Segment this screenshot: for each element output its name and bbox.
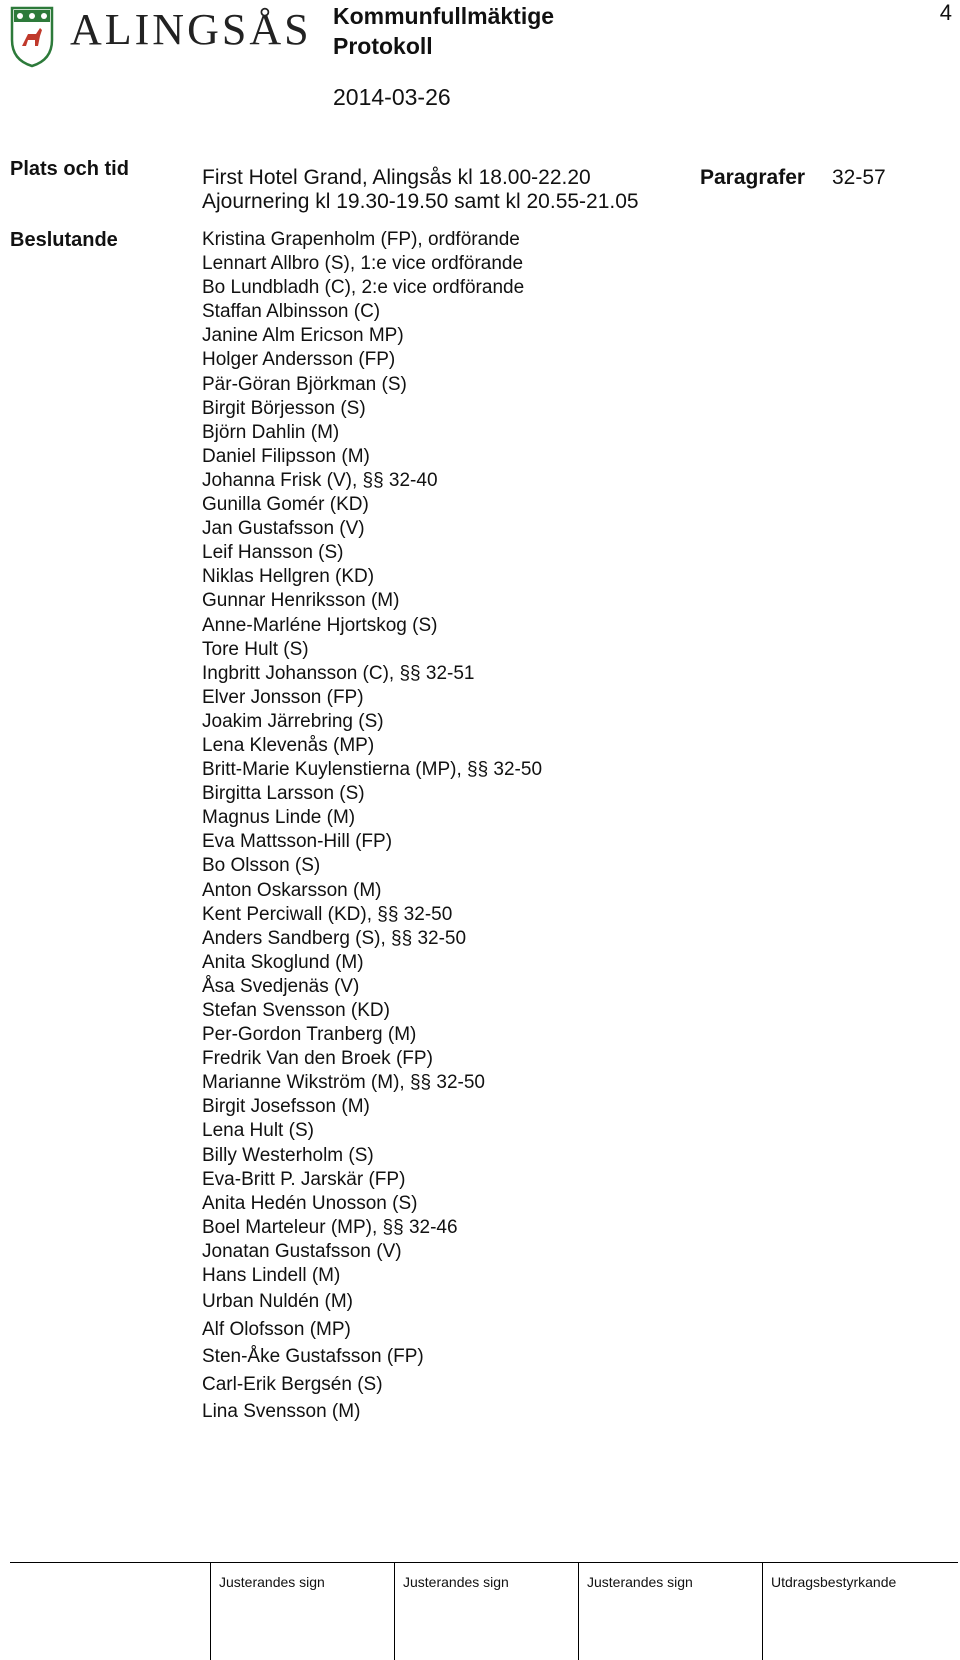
member-item: Gunilla Gomér (KD) bbox=[202, 494, 369, 516]
member-item: Lena Hult (S) bbox=[202, 1120, 314, 1142]
member-item: Urban Nuldén (M) bbox=[202, 1291, 353, 1313]
member-item: Ingbritt Johansson (C), §§ 32-51 bbox=[202, 662, 475, 684]
member-item: Britt-Marie Kuylenstierna (MP), §§ 32-50 bbox=[202, 759, 543, 781]
member-item: Kristina Grapenholm (FP), ordförande bbox=[202, 229, 520, 250]
logo-wordmark: ALINGSÅS bbox=[70, 5, 312, 54]
adjuster-sign-label: Justerandes sign bbox=[219, 1574, 325, 1590]
member-item: Sten-Åke Gustafsson (FP) bbox=[202, 1346, 424, 1368]
member-item: Marianne Wikström (M), §§ 32-50 bbox=[202, 1072, 485, 1094]
member-item: Alf Olofsson (MP) bbox=[202, 1318, 351, 1340]
member-item: Anita Skoglund (M) bbox=[202, 951, 364, 973]
member-item: Staffan Albinsson (C) bbox=[202, 301, 381, 323]
member-item: Elver Jonsson (FP) bbox=[202, 686, 364, 708]
adjuster-sign-label: Justerandes sign bbox=[403, 1574, 509, 1590]
member-item: Johanna Frisk (V), §§ 32-40 bbox=[202, 469, 438, 491]
member-item: Joakim Järrebring (S) bbox=[202, 710, 384, 732]
signature-cell bbox=[394, 1563, 575, 1660]
member-item: Lena Klevenås (MP) bbox=[202, 734, 375, 756]
member-item: Eva-Britt P. Jarskär (FP) bbox=[202, 1168, 406, 1190]
member-item: Bo Lundbladh (C), 2:e vice ordförande bbox=[202, 277, 525, 299]
member-item: Magnus Linde (M) bbox=[202, 807, 356, 829]
extract-certification-label: Utdragsbestyrkande bbox=[771, 1574, 897, 1590]
title-body: Kommunfullmäktige bbox=[333, 3, 555, 29]
decision-makers-label: Beslutande bbox=[10, 229, 118, 251]
member-item: Lina Svensson (M) bbox=[202, 1401, 361, 1423]
member-item: Kent Perciwall (KD), §§ 32-50 bbox=[202, 903, 453, 925]
adjournment-line: Ajournering kl 19.30-19.50 samt kl 20.55-21.05 bbox=[202, 190, 639, 213]
extract-cell bbox=[762, 1563, 953, 1660]
member-item: Daniel Filipsson (M) bbox=[202, 445, 370, 467]
member-item: Carl-Erik Bergsén (S) bbox=[202, 1373, 383, 1395]
member-item: Leif Hansson (S) bbox=[202, 542, 344, 564]
member-item: Stefan Svensson (KD) bbox=[202, 1000, 390, 1021]
municipality-logo bbox=[10, 4, 312, 70]
member-item: Anita Hedén Unosson (S) bbox=[202, 1192, 418, 1214]
member-item: Anders Sandberg (S), §§ 32-50 bbox=[202, 927, 467, 949]
member-item: Pär-Göran Björkman (S) bbox=[202, 373, 407, 395]
member-item: Gunnar Henriksson (M) bbox=[202, 590, 400, 612]
member-item: Jonatan Gustafsson (V) bbox=[202, 1240, 402, 1262]
page-number: 4 bbox=[939, 0, 952, 25]
meeting-date: 2014-03-26 bbox=[333, 84, 451, 110]
member-item: Birgit Josefsson (M) bbox=[202, 1096, 370, 1118]
member-item: Janine Alm Ericson MP) bbox=[202, 325, 404, 347]
member-item: Billy Westerholm (S) bbox=[202, 1144, 374, 1166]
coat-of-arms-icon bbox=[10, 6, 54, 68]
member-item: Fredrik Van den Broek (FP) bbox=[202, 1048, 433, 1070]
member-item: Niklas Hellgren (KD) bbox=[202, 566, 375, 588]
title-doc-type: Protokoll bbox=[333, 33, 433, 59]
member-item: Boel Marteleur (MP), §§ 32-46 bbox=[202, 1216, 458, 1238]
member-item: Lennart Allbro (S), 1:e vice ordförande bbox=[202, 253, 524, 275]
member-item: Anton Oskarsson (M) bbox=[202, 879, 382, 901]
member-item: Eva Mattsson-Hill (FP) bbox=[202, 831, 393, 853]
place-line: First Hotel Grand, Alingsås kl 18.00-22.20 bbox=[202, 166, 591, 189]
member-item: Tore Hult (S) bbox=[202, 638, 309, 660]
member-item: Jan Gustafsson (V) bbox=[202, 518, 365, 540]
member-item: Birgit Börjesson (S) bbox=[202, 397, 366, 419]
document-title bbox=[333, 1, 554, 61]
decision-makers-list bbox=[202, 228, 542, 1426]
paragraphs-label: Paragrafer bbox=[700, 166, 806, 189]
member-item: Holger Andersson (FP) bbox=[202, 349, 396, 371]
member-item: Per-Gordon Tranberg (M) bbox=[202, 1024, 417, 1046]
signature-footer bbox=[10, 1562, 958, 1660]
member-item: Bo Olsson (S) bbox=[202, 855, 321, 877]
member-item: Birgitta Larsson (S) bbox=[202, 783, 365, 805]
member-item: Hans Lindell (M) bbox=[202, 1265, 341, 1287]
member-item: Åsa Svedjenäs (V) bbox=[202, 975, 360, 997]
paragraphs-value: 32-57 bbox=[832, 166, 886, 189]
adjuster-sign-label: Justerandes sign bbox=[587, 1574, 693, 1590]
member-item: Anne-Marléne Hjortskog (S) bbox=[202, 614, 438, 636]
place-time-value bbox=[202, 166, 639, 214]
signature-cell bbox=[578, 1563, 759, 1660]
place-time-label: Plats och tid bbox=[10, 158, 129, 180]
member-item: Björn Dahlin (M) bbox=[202, 421, 340, 443]
signature-cell bbox=[210, 1563, 391, 1660]
